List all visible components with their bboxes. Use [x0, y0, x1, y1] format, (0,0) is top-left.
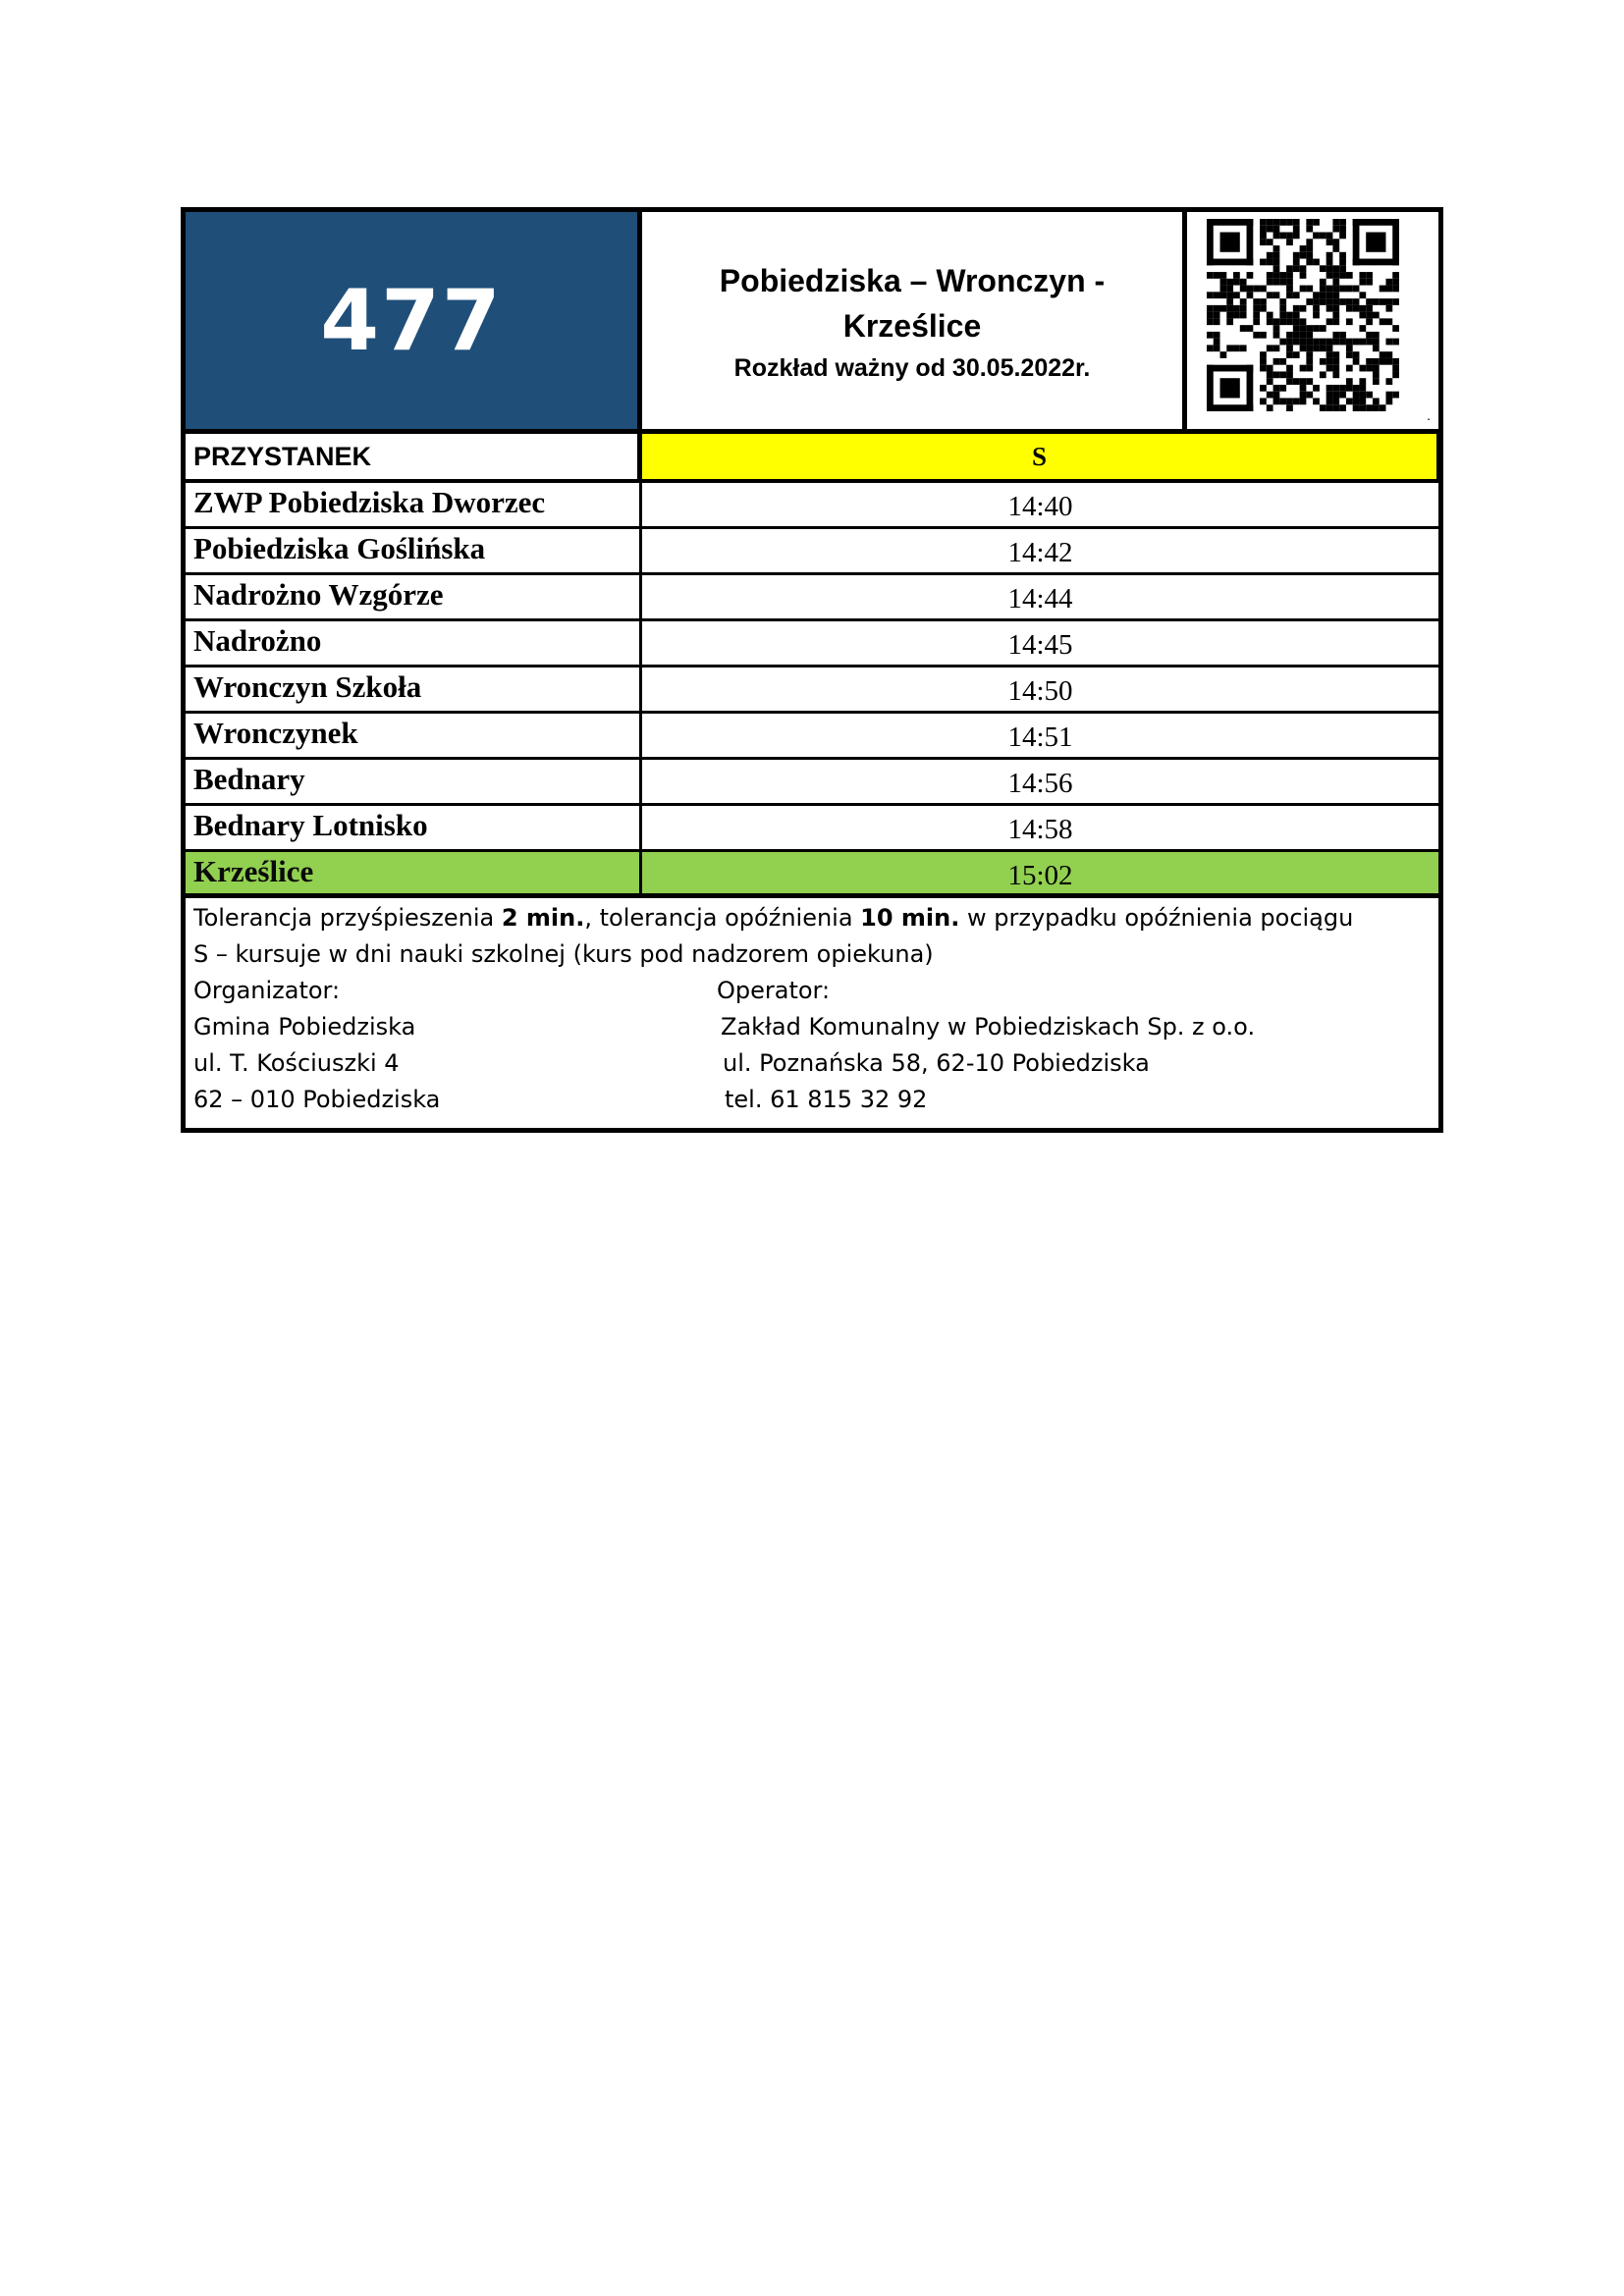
tolerance-text: , tolerancja opóźnienia — [584, 904, 861, 932]
tolerance-text: w przypadku opóźnienia pociągu — [959, 904, 1354, 932]
route-title-line1: Pobiedziska – Wronczyn - — [719, 263, 1106, 298]
stop-name: Wronczynek — [186, 714, 642, 757]
organizer-name: Gmina Pobiedziska — [193, 1013, 416, 1041]
table-header-row — [186, 434, 1438, 483]
table-row — [186, 667, 1438, 714]
organizer-label: Organizator: — [193, 977, 341, 1004]
departure-time: 14:45 — [1007, 629, 1073, 661]
legend-s: S – kursuje w dni nauki szkolnej (kurs pod nadzorem opiekuna) — [193, 940, 934, 968]
stop-name: Wronczyn Szkoła — [186, 667, 642, 711]
stop-name: Nadrożno — [186, 621, 642, 665]
stop-name: Bednary — [186, 760, 642, 803]
route-title-line2: Krześlice — [842, 308, 982, 344]
tolerance-text: Tolerancja przyśpieszenia — [193, 904, 502, 932]
operator-phone: tel. 61 815 32 92 — [725, 1086, 928, 1113]
stop-name: Pobiedziska Goślińska — [186, 529, 642, 572]
timetable-notes — [193, 900, 1431, 1118]
course-column-header: S — [642, 434, 1438, 479]
departure-time: 14:44 — [1007, 583, 1073, 614]
qr-dot: . — [1427, 407, 1431, 423]
departure-time: 14:56 — [1007, 768, 1073, 799]
qr-box — [1187, 212, 1438, 434]
table-row — [186, 714, 1438, 760]
table-row — [186, 575, 1438, 621]
timetable-table — [186, 434, 1438, 898]
route-number: 477 — [320, 271, 503, 370]
departure-time: 15:02 — [1007, 860, 1073, 891]
departure-time: 14:50 — [1007, 675, 1073, 707]
route-title-box — [642, 212, 1187, 434]
departure-time: 14:51 — [1007, 721, 1073, 753]
stop-name: Krześlice — [186, 852, 642, 893]
table-row — [186, 760, 1438, 806]
route-number-box — [186, 212, 642, 434]
stop-name: Nadrożno Wzgórze — [186, 575, 642, 618]
operator-name: Zakład Komunalny w Pobiedziskach Sp. z o.o. — [721, 1013, 1256, 1041]
validity-date: Rozkład ważny od 30.05.2022r. — [733, 354, 1091, 382]
tolerance-late-value: 10 min. — [860, 904, 960, 932]
table-row — [186, 529, 1438, 575]
tolerance-note — [193, 900, 1431, 936]
timetable-sheet — [181, 207, 1443, 1133]
operator-label: Operator: — [717, 977, 831, 1004]
stop-column-header: PRZYSTANEK — [186, 434, 642, 479]
organizer-street: ul. T. Kościuszki 4 — [193, 1049, 400, 1077]
timetable-header — [186, 212, 1438, 434]
tolerance-early-value: 2 min. — [501, 904, 585, 932]
operator-street: ul. Poznańska 58, 62-10 Pobiedziska — [723, 1049, 1150, 1077]
contact-row — [193, 973, 1431, 1009]
contact-row — [193, 1045, 1431, 1082]
departure-time: 14:42 — [1007, 537, 1073, 568]
contact-row — [193, 1009, 1431, 1045]
final-stop-row — [186, 852, 1438, 898]
departure-time: 14:58 — [1007, 814, 1073, 845]
table-row — [186, 806, 1438, 852]
organizer-city: 62 – 010 Pobiedziska — [193, 1086, 441, 1113]
table-row — [186, 621, 1438, 667]
contact-row — [193, 1082, 1431, 1118]
stop-name: ZWP Pobiedziska Dworzec — [186, 483, 642, 526]
departure-time: 14:40 — [1007, 491, 1073, 522]
qr-code-icon — [1207, 219, 1399, 411]
table-row — [186, 483, 1438, 529]
stop-name: Bednary Lotnisko — [186, 806, 642, 849]
